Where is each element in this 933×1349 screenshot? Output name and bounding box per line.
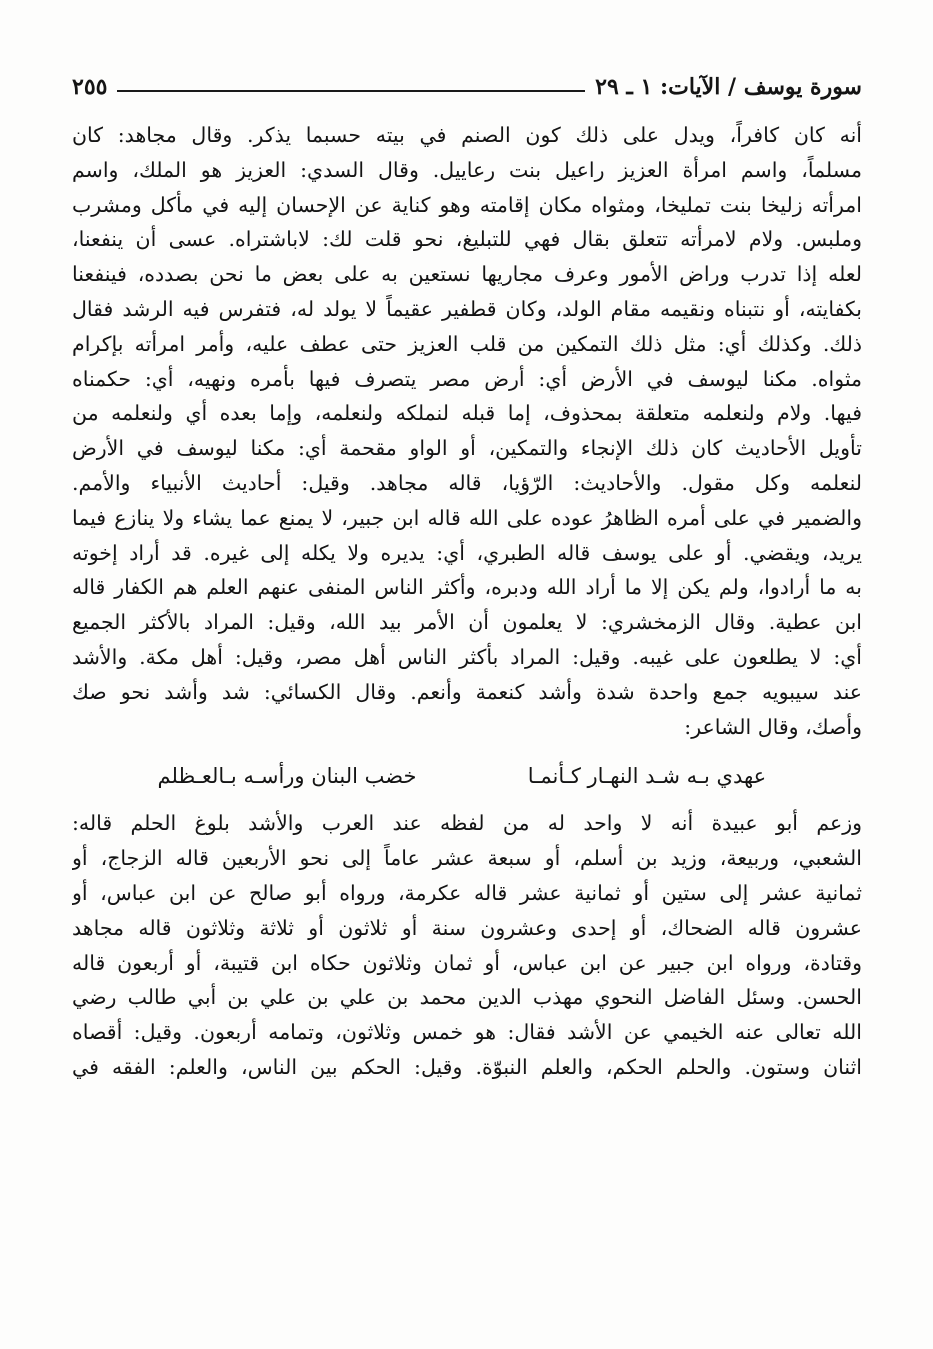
text-line: لنعلمه وكل مقول. والأحاديث: الرّؤيا، قاله مجاهد. وقيل: أحاديث الأنبياء والأمم.	[72, 470, 862, 495]
text-after-verse	[72, 806, 862, 1084]
text-line: يريد، ويقضي. أو على يوسف قاله الطبري، أي: يديره ولا يكله إلى غيره. قد أراد إخوته	[72, 540, 862, 565]
text-line: وملبس. ولام لامرأته تتعلق بقال فهي للتبليغ، نحو قلت لك: لاباشتراه. عسى أن ينفعنا،	[72, 227, 862, 252]
running-head: سورة يوسف / الآيات: ١ ـ ٢٩	[595, 74, 862, 100]
text-line: امرأته زليخا بنت تمليخا، ومثواه مكان إقامته وهو كناية عن الإحسان إليه في مأكل ومشرب	[72, 192, 862, 217]
text-line: ثمانية عشر إلى ستين أو ثمانية عشر قاله عكرمة، ورواه أبو صالح عن ابن عباس، أو	[72, 880, 862, 905]
text-line: ابن عطية. وقال الزمخشري: لا يعلمون أن الأمر بيد الله، وقيل: المراد بالأكثر الجميع	[72, 610, 862, 635]
text-line: مسلماً، واسم امرأة العزيز راعيل بنت رعاييل. وقال السدي: العزيز هو الملك، واسم	[72, 157, 862, 182]
text-line: الله تعالى عنه الخيمي عن الأشد فقال: هو خمس وثلاثون، وتمامه أربعون. وقيل: أقصاه	[72, 1020, 862, 1045]
text-line: بكفايته، أو نتبناه ونقيمه مقام الولد، وكان قطفير عقيماً لا يولد له، فتفرس فيه الرشد فقال	[72, 296, 862, 321]
text-line: وأصك، وقال الشاعر:	[684, 714, 862, 739]
body-text	[72, 118, 862, 1085]
text-line: الشعبي، وربيعة، وزيد بن أسلم، أو سبعة عشر عاماً إلى نحو الأربعين قاله الزجاج، أو	[72, 846, 862, 871]
poetry-verse	[72, 746, 862, 806]
text-line: الحسن. وسئل الفاضل النحوي مهذب الدين محمد بن علي بن علي بن أبي طالب رضي	[72, 985, 862, 1010]
text-line: به ما أرادوا، ولم يكن إلا ما أراد الله ودبره، وأكثر الناس المنفى عنهم العلم هم الكفار قاله	[72, 575, 862, 600]
page-number: ٢٥٥	[72, 74, 108, 100]
text-line: وزعم أبو عبيدة أنه لا واحد له من لفظه عند العرب والأشد بلوغ الحلم قاله:	[72, 811, 862, 836]
text-line: لعله إذا تدرب وراض الأمور وعرف مجاريها نستعين به على بعض ما نحن بصدده، فينفعنا	[72, 262, 862, 287]
verse-second-hemistich: خضب البنان ورأسـه بـالعـظلم	[157, 764, 417, 789]
text-line: اثنان وستون. والحلم الحكم، والعلم النبوّة. وقيل: الحكم بين الناس، والعلم: الفقه في	[72, 1054, 862, 1079]
page-header	[72, 60, 862, 100]
text-line: عند سيبويه جمع واحدة شدة وأشد كنعمة وأنعم. وقال الكسائي: شد وأشد نحو صك	[72, 679, 862, 704]
text-line: وقتادة، ورواه ابن جبير عن ابن عباس، أو ثمان وثلاثون حكاه ابن قتيبة، أو أربعون قاله	[72, 950, 862, 975]
header-rule	[117, 90, 585, 92]
text-line: أي: لا يطلعون على غيبه. وقيل: المراد بأكثر الناس أهل مصر، وقيل: أهل مكة. والأشد	[72, 644, 862, 669]
verse-first-hemistich: عهدي بـه شـد النهـار كـأنمـا	[527, 764, 767, 789]
text-line: مثواه. مكنا ليوسف في الأرض أي: أرض مصر يتصرف فيها بأمره ونهيه، أي: حكمناه	[72, 366, 862, 391]
text-line: ذلك. وكذلك أي: مثل ذلك التمكين من قلب العزيز حتى عطف عليه، وأمر امرأته بإكرام	[72, 331, 862, 356]
text-line: تأويل الأحاديث كان ذلك الإنجاء والتمكين، أو الواو مقحمة أي: مكنا ليوسف في الأرض	[72, 436, 862, 461]
text-line: والضمير في على أمره الظاهرُ عوده على الله قاله ابن جبير، لا يمنع عما يشاء ولا ينازع فيما	[72, 505, 862, 530]
text-line: أنه كان كافراً، ويدل على ذلك كون الصنم في بيته حسبما يذكر. وقال مجاهد: كان	[72, 123, 862, 147]
text-line: فيها. ولام ولنعلمه متعلقة بمحذوف، إما قبله لنملكه ولنعلمه، وإما بعده أي ولنعلمه من	[72, 401, 862, 426]
text-line: عشرون قاله الضحاك، أو إحدى وعشرون سنة أو ثلاثون أو ثلاثة وثلاثون قاله مجاهد	[72, 915, 862, 940]
